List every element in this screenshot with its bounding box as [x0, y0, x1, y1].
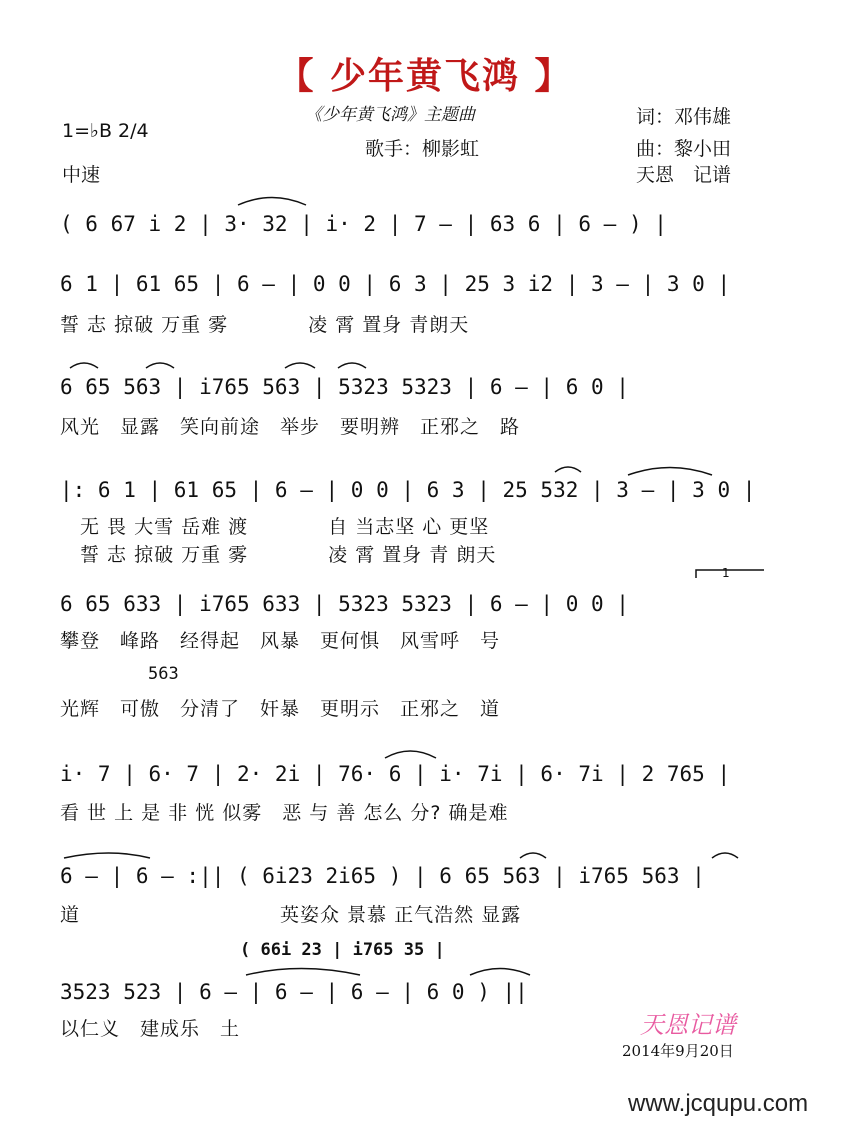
score-line-6-notes: 563 — [148, 664, 179, 684]
score-line-4-lyrics-verse2: 誓 志 掠破 万重 雾 凌 霄 置身 青 朗天 — [80, 544, 497, 566]
volta-number: 1 — [722, 566, 730, 580]
tempo: 中速 — [62, 164, 101, 186]
score-line-8-lyrics: 道 英姿众 景慕 正气浩然 显露 — [60, 904, 522, 926]
score-line-2-lyrics: 誓 志 掠破 万重 雾 凌 霄 置身 青朗天 — [60, 314, 470, 336]
score-line-4-notes: |: 6 1 | 61 65 | 6 – | 0 0 | 6 3 | 25 532 | 3 – | 3 0 | — [60, 478, 756, 502]
page-title: 【 少年黄飞鸿 】 — [277, 56, 573, 97]
score-line-5-lyrics: 攀登 峰路 经得起 风暴 更何惧 风雪呼 号 — [60, 630, 501, 652]
transcriber-stamp: 天恩记谱 — [640, 1011, 736, 1039]
transcriber: 天恩 记谱 — [636, 164, 732, 186]
score-line-3-lyrics: 风光 显露 笑向前途 举步 要明辨 正邪之 路 — [60, 416, 521, 438]
score-line-9-notes: ( 66i 23 | i765 35 | — [240, 940, 445, 960]
score-line-2-notes: 6 1 | 61 65 | 6 – | 0 0 | 6 3 | 25 3 i2 | 3 – | 3 0 | — [60, 272, 731, 296]
score-line-8-notes: 6 – | 6 – :|| ( 6i23 2i65 ) | 6 65 563 | i765 563 | — [60, 864, 705, 888]
score-line-6-lyrics: 光辉 可傲 分清了 奸暴 更明示 正邪之 道 — [60, 698, 501, 720]
website-watermark: www.jcqupu.com — [628, 1090, 809, 1117]
score-line-5-notes: 6 65 633 | i765 633 | 5323 5323 | 6 – | 0 0 | — [60, 592, 629, 616]
lyricist: 词：邓伟雄 — [636, 106, 732, 128]
score-line-7-lyrics: 看 世 上 是 非 恍 似雾 恶 与 善 怎么 分? 确是难 — [60, 802, 509, 824]
score-line-1-notes: ( 6 67 i 2 | 3· 32 | i· 2 | 7 – | 63 6 | 6 – ) | — [60, 212, 667, 236]
score-line-10-lyrics: 以仁义 建成乐 土 — [60, 1018, 241, 1040]
composer: 曲：黎小田 — [636, 138, 732, 160]
score-line-3-notes: 6 65 563 | i765 563 | 5323 5323 | 6 – | 6 0 | — [60, 375, 629, 399]
key-signature: 1=♭B 2/4 — [62, 120, 149, 142]
subtitle: 《少年黄飞鸿》主题曲 — [305, 105, 475, 125]
score-line-10-notes: 3523 523 | 6 – | 6 – | 6 – | 6 0 ) || — [60, 980, 528, 1004]
score-line-4-lyrics: 无 畏 大雪 岳难 渡 自 当志坚 心 更坚 — [80, 516, 490, 538]
date: 2014年9月20日 — [622, 1042, 734, 1060]
score-line-7-notes: i· 7 | 6· 7 | 2· 2i | 76· 6 | i· 7i | 6· 7i | 2 765 | — [60, 762, 731, 786]
singer: 歌手：柳影虹 — [365, 138, 480, 160]
